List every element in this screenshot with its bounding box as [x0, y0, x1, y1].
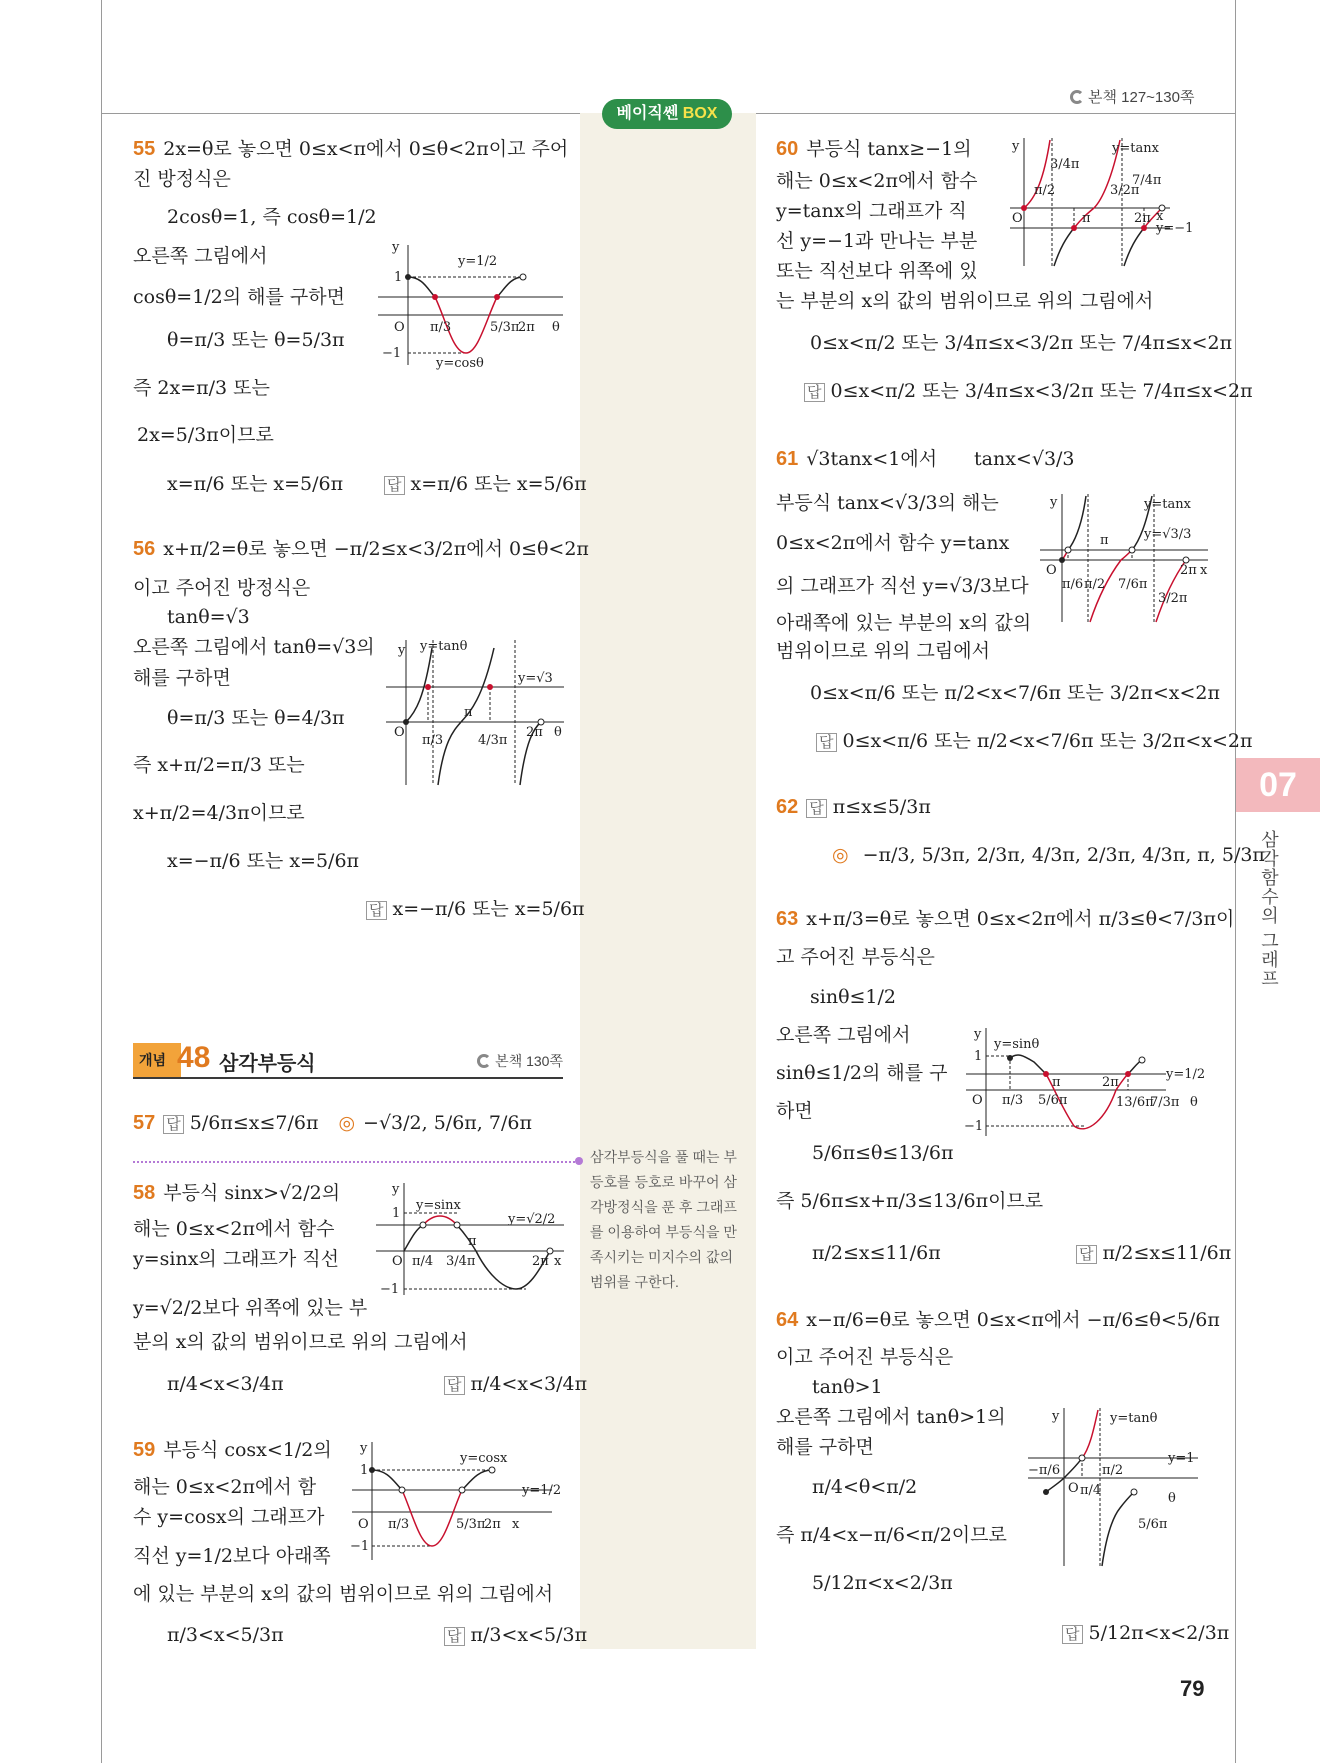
- concept-tag: 개념: [133, 1043, 181, 1077]
- q62-check: −π/3, 5/3π, 2/3π, 4/3π, 2/3π, 4/3π, π, 5/3π: [862, 844, 1265, 866]
- q60-graph-tick-4: 3/2π: [1110, 183, 1140, 198]
- q60-graph-y-label: y: [1012, 139, 1020, 154]
- q55-line9: x=π/6 또는 x=5/6π: [167, 473, 344, 495]
- q63-line4: 오른쪽 그림에서: [776, 1024, 911, 1046]
- q64-line2: 이고 주어진 부등식은: [776, 1346, 954, 1368]
- q60-graph-tick-2: 3/4π: [1050, 157, 1080, 172]
- q56-graph-line-label: y=√3: [518, 671, 553, 686]
- q59-graph-minus-one: −1: [350, 1539, 370, 1554]
- basic-box-badge: 베이직쎈 BOX: [602, 99, 732, 129]
- q61-graph-tick-1: π/6: [1062, 577, 1084, 592]
- q58-graph-origin: O: [392, 1254, 403, 1269]
- q63-graph-tick-3: π: [1052, 1075, 1061, 1090]
- tip-text: 삼각부등식을 풀 때는 부등호를 등호로 바꾸어 삼각방정식을 푼 후 그래프를 이용하여 부등식을 만족시키는 미지수의 값의 범위를 구한다.: [590, 1149, 737, 1290]
- concept-number: 48: [177, 1041, 211, 1074]
- q59-line4: 직선 y=1/2보다 아래쪽: [133, 1545, 331, 1567]
- q62-answer: 62 답 π≤x≤5/3π: [776, 796, 931, 818]
- q56-graph-y-label: y: [398, 643, 406, 658]
- refresh-icon: [477, 1054, 491, 1068]
- q59-line2: 해는 0≤x<2π에서 함: [133, 1476, 317, 1498]
- q61-graph-line-label: y=√3/3: [1144, 527, 1192, 542]
- q60-answer: 답 0≤x<π/2 또는 3/4π≤x<3/2π 또는 7/4π≤x<2π: [804, 378, 1253, 406]
- q61-tan-graph: [1040, 494, 1210, 624]
- q64-line4: 오른쪽 그림에서 tanθ>1의: [776, 1406, 1006, 1428]
- q64-line3: tanθ>1: [812, 1376, 883, 1398]
- q56-graph-tick-4: 2π: [526, 725, 543, 740]
- q55-graph-line-label: y=1/2: [458, 254, 498, 269]
- q60-line1: 60 부등식 tanx≥−1의: [776, 138, 972, 160]
- q56-line8: x+π/2=4/3π이므로: [133, 802, 305, 824]
- q59-graph-curve-label: y=cosx: [460, 1451, 508, 1466]
- q61-graph-x-label: x: [1200, 563, 1208, 578]
- q60-line7: 0≤x<π/2 또는 3/4π≤x<3/2π 또는 7/4π≤x<2π: [810, 332, 1233, 354]
- chapter-title: 삼각함수의 그래프: [1259, 830, 1279, 989]
- q58-line5: 분의 x의 값의 범위이므로 위의 그림에서: [133, 1331, 468, 1353]
- q55-cos-graph: [378, 240, 568, 371]
- q59-line6: π/3<x<5/3π: [167, 1624, 284, 1646]
- q64-line1: 64 x−π/6=θ로 놓으면 0≤x<π에서 −π/6≤θ<5/6π: [776, 1309, 1220, 1331]
- q56-line4: 오른쪽 그림에서 tanθ=√3의: [133, 636, 375, 658]
- chapter-tab: 07: [1236, 758, 1320, 812]
- q63-line7: 5/6π≤θ≤13/6π: [812, 1142, 954, 1164]
- q55-line6: θ=π/3 또는 θ=5/3π: [167, 329, 345, 351]
- q61-line1: 61 √3tanx<1에서: [776, 448, 938, 470]
- q60-graph-tick-1: π/2: [1034, 183, 1056, 198]
- q64-line5: 해를 구하면: [776, 1436, 874, 1458]
- q58-sin-graph: [376, 1183, 566, 1298]
- q55-line7: 즉 2x=π/3 또는: [133, 377, 270, 399]
- q58-graph-tick-1: π/4: [412, 1254, 434, 1269]
- q55-line1: 55 2x=θ로 놓으면 0≤x<π에서 0≤θ<2π이고 주어: [133, 138, 569, 160]
- q61-graph-tick-3: π: [1100, 533, 1109, 548]
- q60-graph-line-label: y=−1: [1156, 221, 1194, 236]
- q60-graph-tick-5: 7/4π: [1132, 173, 1162, 188]
- q58-graph-y-label: y: [392, 1182, 400, 1197]
- q61-line6: 범위이므로 위의 그림에서: [776, 640, 990, 662]
- q60-line2: 해는 0≤x<2π에서 함수: [776, 170, 978, 192]
- q59-graph-tick-3: 2π: [484, 1517, 501, 1532]
- q56-graph-origin: O: [394, 725, 405, 740]
- q56-line6: θ=π/3 또는 θ=4/3π: [167, 707, 345, 729]
- q55-graph-y-label: y: [392, 240, 400, 255]
- q60-graph-tick-6: 2π: [1134, 211, 1151, 226]
- q58-graph-tick-4: 2π: [532, 1254, 549, 1269]
- q58-graph-x-label: x: [554, 1254, 562, 1269]
- q58-graph-curve-label: y=sinx: [416, 1198, 461, 1213]
- q63-line8: 즉 5/6π≤x+π/3≤13/6π이므로: [776, 1190, 1044, 1212]
- q55-line4: 오른쪽 그림에서: [133, 245, 268, 267]
- q55-line5: cosθ=1/2의 해를 구하면: [133, 286, 345, 308]
- q56-line7: 즉 x+π/2=π/3 또는: [133, 754, 305, 776]
- q59-cos-graph: [352, 1442, 564, 1562]
- concept-reference: 본책 130쪽: [477, 1051, 563, 1071]
- q55-graph-one: 1: [394, 270, 403, 285]
- q63-line3: sinθ≤1/2: [810, 986, 897, 1008]
- q58-graph-minus-one: −1: [380, 1282, 400, 1297]
- q64-graph-x-label: θ: [1168, 1491, 1176, 1506]
- q55-graph-x-label: θ: [552, 320, 560, 335]
- q63-line9: π/2≤x≤11/6π: [812, 1242, 941, 1264]
- q64-graph-tick-1: −π/6: [1028, 1463, 1061, 1478]
- q55-graph-tick-1: π/3: [430, 320, 452, 335]
- q58-line3: y=sinx의 그래프가 직선: [133, 1248, 339, 1270]
- q55-graph-origin: O: [394, 320, 405, 335]
- q60-line5: 또는 직선보다 위쪽에 있: [776, 260, 978, 282]
- q56-graph-curve-label: y=tanθ: [420, 639, 468, 654]
- q63-answer: 답 π/2≤x≤11/6π: [1076, 1240, 1231, 1268]
- q63-graph-one: 1: [974, 1049, 983, 1064]
- q59-line3: 수 y=cosx의 그래프가: [133, 1506, 325, 1528]
- q63-graph-tick-1: π/3: [1002, 1093, 1024, 1108]
- q55-line3: 2cosθ=1, 즉 cosθ=1/2: [167, 206, 377, 228]
- q58-line4: y=√2/2보다 위쪽에 있는 부: [133, 1297, 368, 1319]
- right-frame-line: [1235, 0, 1236, 1763]
- page-number: 79: [1180, 1676, 1205, 1701]
- q64-graph-line-label: y=1: [1168, 1451, 1195, 1466]
- q61-graph-origin: O: [1046, 563, 1057, 578]
- q58-graph-tick-2: 3/4π: [446, 1254, 476, 1269]
- q62-check-line: [832, 842, 1265, 868]
- q58-line1: 58 부등식 sinx>√2/2의: [133, 1182, 341, 1204]
- q56-answer: 답 x=−π/6 또는 x=5/6π: [366, 896, 585, 924]
- q63-line6: 하면: [776, 1100, 813, 1122]
- target-icon: ◎: [832, 844, 849, 866]
- target-icon: ◎: [338, 1112, 356, 1134]
- q64-graph-tick-2: π/4: [1080, 1483, 1102, 1498]
- q64-line6: π/4<θ<π/2: [812, 1476, 918, 1498]
- q63-graph-tick-6: 7/3π: [1150, 1095, 1180, 1110]
- q58-graph-one: 1: [392, 1206, 401, 1221]
- q59-graph-x-label: x: [512, 1517, 520, 1532]
- q55-line8: 2x=5/3π이므로: [137, 424, 274, 446]
- q61-graph-curve-label: y=tanx: [1144, 497, 1191, 512]
- tip-connector-line: [133, 1161, 579, 1163]
- q56-line3: tanθ=√3: [167, 606, 250, 628]
- q58-line6: π/4<x<3/4π: [167, 1373, 284, 1395]
- q63-line1: 63 x+π/3=θ로 놓으면 0≤x<2π에서 π/3≤θ<7/3π이: [776, 908, 1235, 930]
- q61-graph-y-label: y: [1050, 495, 1058, 510]
- q55-graph-tick-3: 2π: [518, 320, 535, 335]
- q63-graph-y-label: y: [974, 1027, 982, 1042]
- q57-answer: 57 답 5/6π≤x≤7/6π ◎ −√3/2, 5/6π, 7/6π: [133, 1112, 532, 1134]
- q63-line2: 고 주어진 부등식은: [776, 946, 935, 968]
- q63-line5: sinθ≤1/2의 해를 구: [776, 1062, 948, 1084]
- q60-line4: 선 y=−1과 만나는 부분: [776, 230, 978, 252]
- q58-graph-tick-3: π: [468, 1234, 477, 1249]
- q59-line5: 에 있는 부분의 x의 값의 범위이므로 위의 그림에서: [133, 1583, 554, 1605]
- q60-line6: 는 부분의 x의 값의 범위이므로 위의 그림에서: [776, 290, 1154, 312]
- concept-title: 삼각부등식: [219, 1053, 316, 1075]
- tip-column-background: [580, 113, 756, 1649]
- q63-graph-minus-one: −1: [964, 1119, 984, 1134]
- q64-line8: 5/12π<x<2/3π: [812, 1572, 953, 1594]
- q59-answer: 답 π/3<x<5/3π: [444, 1622, 587, 1650]
- q63-graph-x-label: θ: [1190, 1095, 1198, 1110]
- q56-line5: 해를 구하면: [133, 667, 231, 689]
- book-reference: 본책 127~130쪽: [1070, 86, 1194, 107]
- concept-header: [133, 1043, 563, 1079]
- q60-graph-x-label: x: [1156, 209, 1164, 224]
- q64-graph-tick-4: 5/6π: [1138, 1517, 1168, 1532]
- q56-tan-graph: [386, 640, 566, 790]
- q61-graph-tick-4: 7/6π: [1118, 577, 1148, 592]
- q63-graph-tick-5: 13/6π: [1116, 1095, 1154, 1110]
- q59-graph-tick-2: 5/3π: [456, 1517, 486, 1532]
- q55-answer: 답 x=π/6 또는 x=5/6π: [384, 471, 587, 499]
- q61-line2: 부등식 tanx<√3/3의 해는: [776, 492, 999, 514]
- q61-graph-tick-5: 3/2π: [1158, 591, 1188, 606]
- q60-graph-curve-label: y=tanx: [1112, 141, 1159, 156]
- q60-tan-graph: [1010, 138, 1210, 268]
- left-frame-line: [101, 0, 102, 1763]
- q63-graph-curve-label: y=sinθ: [994, 1037, 1040, 1052]
- q59-graph-line-label: y=1/2: [522, 1483, 562, 1498]
- q61-line7: 0≤x<π/6 또는 π/2<x<7/6π 또는 3/2π<x<2π: [810, 682, 1220, 704]
- tip-connector-dot: [575, 1157, 583, 1165]
- q63-graph-tick-2: 5/6π: [1038, 1093, 1068, 1108]
- q63-sin-graph: [966, 1028, 1206, 1138]
- q60-graph-origin: O: [1012, 211, 1023, 226]
- q55-line2: 진 방정식은: [133, 168, 231, 190]
- q64-graph-origin: O: [1068, 1481, 1079, 1496]
- q58-answer: 답 π/4<x<3/4π: [444, 1371, 587, 1399]
- q59-graph-tick-1: π/3: [388, 1517, 410, 1532]
- q64-answer: 답 5/12π<x<2/3π: [1062, 1620, 1229, 1648]
- q56-graph-tick-1: π/3: [422, 733, 444, 748]
- q64-graph-curve-label: y=tanθ: [1110, 1411, 1158, 1426]
- q55-graph-curve-label: y=cosθ: [436, 356, 484, 371]
- q58-line2: 해는 0≤x<2π에서 함수: [133, 1218, 335, 1240]
- q61-line1b: tanx<√3/3: [974, 448, 1075, 470]
- q56-line1: 56 x+π/2=θ로 놓으면 −π/2≤x<3/2π에서 0≤θ<2π: [133, 538, 589, 560]
- q63-graph-line-label: y=1/2: [1166, 1067, 1206, 1082]
- q64-graph-tick-3: π/2: [1102, 1463, 1124, 1478]
- q63-graph-origin: O: [972, 1093, 983, 1108]
- q59-line1: 59 부등식 cosx<1/2의: [133, 1439, 332, 1461]
- q59-graph-one: 1: [360, 1463, 369, 1478]
- q59-graph-y-label: y: [360, 1441, 368, 1456]
- q56-line2: 이고 주어진 방정식은: [133, 577, 311, 599]
- q63-graph-tick-4: 2π: [1102, 1075, 1119, 1090]
- q55-graph-minus-one: −1: [382, 346, 402, 361]
- q61-graph-tick-6: 2π: [1180, 563, 1197, 578]
- q61-line5: 아래쪽에 있는 부분의 x의 값의: [776, 612, 1032, 634]
- q56-line9: x=−π/6 또는 x=5/6π: [167, 850, 360, 872]
- q56-graph-x-label: θ: [554, 725, 562, 740]
- q64-tan-graph: [1028, 1408, 1208, 1568]
- q61-graph-tick-2: π/2: [1084, 577, 1106, 592]
- q58-graph-line-label: y=√2/2: [508, 1212, 556, 1227]
- q56-graph-tick-2: π: [464, 705, 473, 720]
- q61-line4: 의 그래프가 직선 y=√3/3보다: [776, 575, 1029, 597]
- q61-answer: 답 0≤x<π/6 또는 π/2<x<7/6π 또는 3/2π<x<2π: [816, 728, 1253, 756]
- q60-line3: y=tanx의 그래프가 직: [776, 200, 967, 222]
- q57-check: −√3/2, 5/6π, 7/6π: [363, 1112, 532, 1134]
- q56-graph-tick-3: 4/3π: [478, 733, 508, 748]
- q59-graph-origin: O: [358, 1517, 369, 1532]
- refresh-icon: [1070, 90, 1084, 104]
- q60-graph-tick-3: π: [1082, 211, 1091, 226]
- q64-graph-y-label: y: [1052, 1409, 1060, 1424]
- q64-line7: 즉 π/4<x−π/6<π/2이므로: [776, 1524, 1007, 1546]
- q55-graph-tick-2: 5/3π: [490, 320, 520, 335]
- q61-line3: 0≤x<2π에서 함수 y=tanx: [776, 532, 1010, 554]
